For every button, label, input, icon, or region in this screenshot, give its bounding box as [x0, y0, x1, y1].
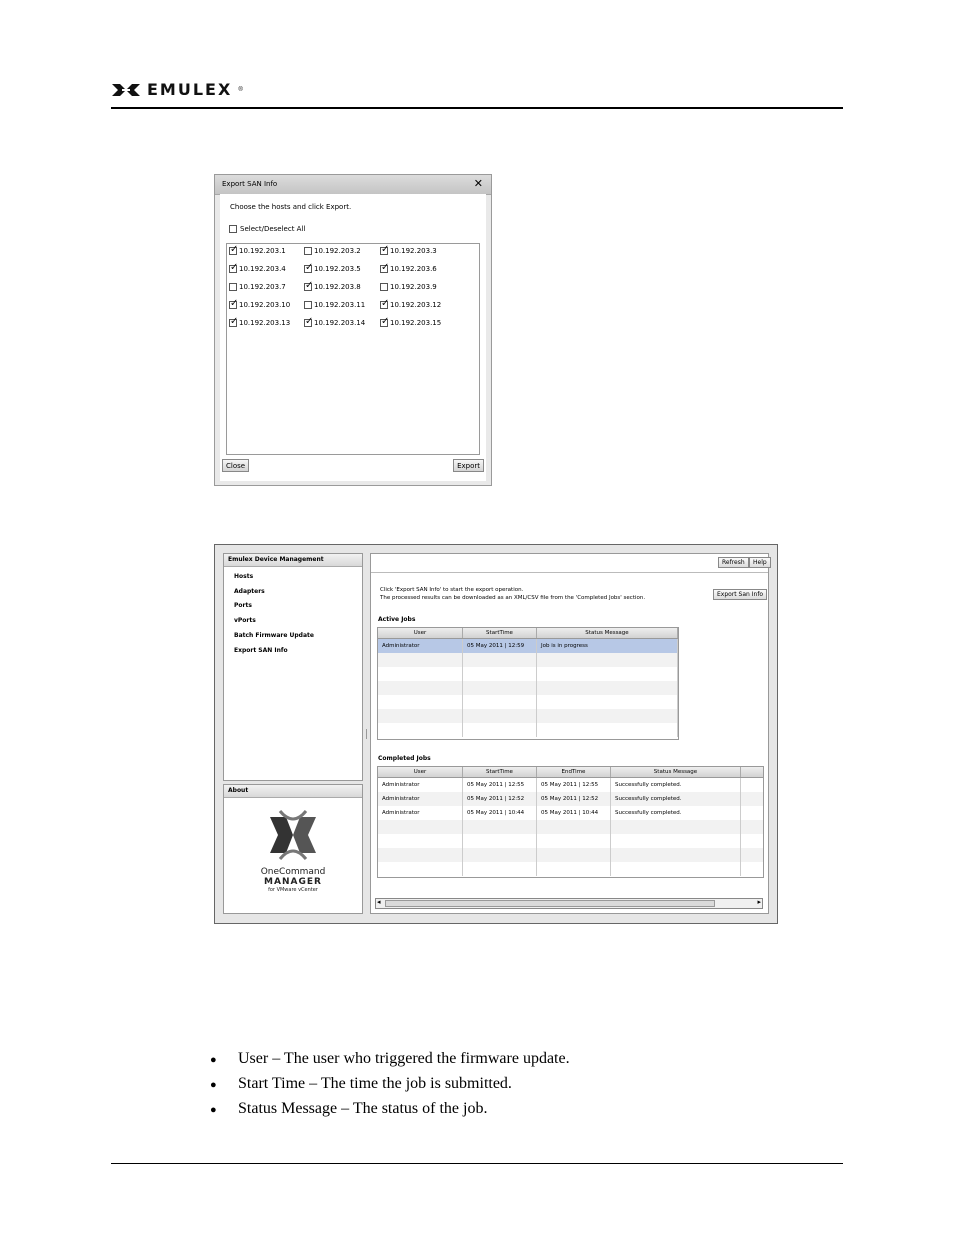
active-jobs-table [377, 627, 679, 740]
vcenter-text: for VMware vCenter [268, 887, 318, 893]
table-cell [537, 848, 611, 862]
table-cell [611, 834, 741, 848]
table-cell [463, 820, 537, 834]
dialog-instruction: Choose the hosts and click Export. [230, 203, 352, 211]
table-cell: Administrator [378, 792, 463, 806]
checkbox-icon[interactable] [229, 283, 237, 291]
host-checkbox[interactable] [380, 300, 456, 310]
checkbox-icon[interactable] [304, 283, 312, 291]
dialog-titlebar [215, 175, 491, 195]
host-checkbox[interactable] [380, 282, 456, 292]
column-header[interactable]: StartTime [463, 767, 537, 777]
host-ip-label: 10.192.203.4 [239, 265, 286, 273]
close-button[interactable]: Close [222, 459, 249, 472]
column-header[interactable]: StartTime [463, 628, 537, 638]
scroll-thumb[interactable] [385, 900, 715, 907]
checkbox-icon[interactable] [229, 225, 237, 233]
table-cell [463, 723, 537, 737]
export-san-info-dialog [214, 174, 492, 486]
table-cell [537, 820, 611, 834]
table-cell: Administrator [378, 806, 463, 820]
host-ip-label: 10.192.203.2 [314, 247, 361, 255]
host-checkbox[interactable] [229, 300, 304, 310]
dialog-body [220, 194, 486, 481]
table-cell: Successfully completed. [611, 806, 741, 820]
select-all-label: Select/Deselect All [240, 225, 306, 233]
host-checkbox[interactable] [380, 318, 456, 328]
checkbox-icon[interactable] [380, 247, 388, 255]
horizontal-scrollbar[interactable] [375, 898, 763, 909]
column-header[interactable]: User [378, 767, 463, 777]
host-checkbox[interactable] [229, 282, 304, 292]
table-cell [463, 709, 537, 723]
table-cell [463, 834, 537, 848]
checkbox-icon[interactable] [380, 319, 388, 327]
checkbox-icon[interactable] [229, 265, 237, 273]
host-checkbox[interactable] [229, 264, 304, 274]
table-cell: Successfully completed. [611, 778, 741, 792]
table-cell [378, 695, 463, 709]
list-item: ● Status Message – The status of the job. [210, 1100, 488, 1117]
nav-item-batch-firmware-update[interactable]: Batch Firmware Update [234, 632, 314, 639]
header-rule [111, 107, 843, 109]
checkbox-icon[interactable] [304, 301, 312, 309]
table-row[interactable] [378, 792, 763, 806]
table-cell: Administrator [378, 778, 463, 792]
table-cell: 05 May 2011 | 12:55 [463, 778, 537, 792]
host-ip-label: 10.192.203.6 [390, 265, 437, 273]
host-ip-label: 10.192.203.12 [390, 301, 442, 309]
host-ip-label: 10.192.203.7 [239, 283, 286, 291]
table-row[interactable] [378, 639, 678, 653]
table-cell [463, 862, 537, 876]
host-checkbox[interactable] [380, 246, 456, 256]
nav-panel-title: Emulex Device Management [224, 554, 362, 567]
main-content [370, 553, 769, 914]
column-header[interactable]: EndTime [537, 767, 611, 777]
table-cell [463, 667, 537, 681]
table-cell: 05 May 2011 | 10:44 [537, 806, 611, 820]
bullet-icon: ● [210, 1054, 217, 1066]
column-header[interactable]: Status Message [611, 767, 741, 777]
about-panel-title: About [224, 785, 362, 798]
host-checkbox[interactable] [380, 264, 456, 274]
footer-rule [111, 1163, 843, 1164]
host-checkbox[interactable] [229, 246, 304, 256]
table-cell [463, 848, 537, 862]
table-row [378, 681, 678, 695]
checkbox-icon[interactable] [380, 265, 388, 273]
table-cell: Successfully completed. [611, 792, 741, 806]
export-button[interactable]: Export [453, 459, 484, 472]
host-ip-label: 10.192.203.11 [314, 301, 366, 309]
table-cell [537, 709, 678, 723]
table-cell: 05 May 2011 | 12:52 [463, 792, 537, 806]
table-cell [378, 820, 463, 834]
table-cell [611, 862, 741, 876]
host-checkbox[interactable] [304, 264, 380, 274]
table-cell: 05 May 2011 | 12:52 [537, 792, 611, 806]
table-cell: Job is in progress [537, 639, 678, 653]
export-san-info-button[interactable]: Export San Info [713, 589, 767, 600]
table-row [378, 667, 678, 681]
table-row [378, 695, 678, 709]
emulex-mark-icon [111, 82, 141, 98]
host-checkbox[interactable] [304, 300, 380, 310]
table-cell [378, 653, 463, 667]
table-cell [537, 723, 678, 737]
host-ip-label: 10.192.203.15 [390, 319, 442, 327]
table-cell [378, 681, 463, 695]
host-ip-label: 10.192.203.1 [239, 247, 286, 255]
table-row [378, 653, 678, 667]
table-row [378, 862, 763, 876]
table-cell [537, 834, 611, 848]
column-header[interactable]: User [378, 628, 463, 638]
table-row [378, 723, 678, 737]
refresh-button[interactable]: Refresh [718, 557, 749, 568]
table-cell: Administrator [378, 639, 463, 653]
table-cell [537, 681, 678, 695]
table-row[interactable] [378, 778, 763, 792]
column-header[interactable]: Status Message [537, 628, 678, 638]
table-header-row [378, 628, 678, 639]
active-jobs-label: Active Jobs [378, 616, 416, 623]
table-cell [537, 695, 678, 709]
logo-text: EMULEX [147, 80, 233, 99]
table-row [378, 834, 763, 848]
table-row [378, 820, 763, 834]
host-grid [229, 246, 456, 328]
nav-panel [223, 553, 363, 781]
emulex-logo: EMULEX ® [111, 80, 243, 99]
table-cell [611, 820, 741, 834]
help-button[interactable]: Help [749, 557, 771, 568]
table-cell [378, 862, 463, 876]
table-cell [463, 695, 537, 709]
checkbox-icon[interactable] [229, 247, 237, 255]
close-icon[interactable]: ✕ [473, 177, 483, 190]
host-checkbox[interactable] [304, 282, 380, 292]
about-panel [223, 784, 363, 914]
nav-item-adapters[interactable]: Adapters [234, 588, 265, 595]
scroll-right-icon[interactable]: ▸ [757, 899, 761, 906]
host-list [226, 243, 480, 455]
table-cell [611, 848, 741, 862]
list-item: ● User – The user who triggered the firmware update. [210, 1050, 570, 1067]
bullet-list [210, 1050, 570, 1125]
checkbox-icon[interactable] [304, 265, 312, 273]
nav-item-export-san-info[interactable]: Export SAN Info [234, 647, 288, 654]
info-text-1: Click 'Export SAN Info' to start the export operation. [380, 587, 524, 593]
scroll-left-icon[interactable]: ◂ [377, 899, 381, 906]
table-cell [537, 862, 611, 876]
table-row[interactable] [378, 806, 763, 820]
table-cell [378, 834, 463, 848]
table-row [378, 848, 763, 862]
table-row [378, 709, 678, 723]
checkbox-icon[interactable] [304, 319, 312, 327]
host-ip-label: 10.192.203.10 [239, 301, 291, 309]
export-san-info-screen [214, 544, 778, 924]
table-cell [537, 653, 678, 667]
host-ip-label: 10.192.203.8 [314, 283, 361, 291]
table-header-row [378, 767, 763, 778]
host-ip-label: 10.192.203.13 [239, 319, 291, 327]
host-ip-label: 10.192.203.9 [390, 283, 437, 291]
bullet-icon: ● [210, 1079, 217, 1091]
nav-item-ports[interactable]: Ports [234, 602, 252, 609]
table-cell: 05 May 2011 | 12:55 [537, 778, 611, 792]
nav-item-vports[interactable]: vPorts [234, 617, 256, 624]
host-ip-label: 10.192.203.14 [314, 319, 366, 327]
checkbox-icon[interactable] [229, 301, 237, 309]
completed-jobs-table [377, 766, 764, 878]
table-cell: 05 May 2011 | 10:44 [463, 806, 537, 820]
table-cell [378, 848, 463, 862]
table-cell [378, 723, 463, 737]
manager-text: MANAGER [264, 877, 322, 887]
checkbox-icon[interactable] [380, 301, 388, 309]
onecommand-text: OneCommand [260, 867, 326, 877]
table-cell [378, 667, 463, 681]
host-ip-label: 10.192.203.5 [314, 265, 361, 273]
list-item: ● Start Time – The time the job is submitted. [210, 1075, 512, 1092]
host-checkbox[interactable] [304, 318, 380, 328]
dialog-title: Export SAN Info [222, 180, 278, 188]
checkbox-icon[interactable] [304, 247, 312, 255]
completed-jobs-label: Completed Jobs [378, 755, 431, 762]
host-ip-label: 10.192.203.3 [390, 247, 437, 255]
table-cell [463, 653, 537, 667]
select-all-checkbox[interactable] [229, 225, 305, 233]
table-cell [537, 667, 678, 681]
checkbox-icon[interactable] [380, 283, 388, 291]
table-cell [463, 681, 537, 695]
host-checkbox[interactable] [229, 318, 304, 328]
table-cell [378, 709, 463, 723]
checkbox-icon[interactable] [229, 319, 237, 327]
table-cell: 05 May 2011 | 12:59 [463, 639, 537, 653]
info-text-2: The processed results can be downloaded as an XML/CSV file from the 'Completed Jobs' section. [380, 595, 646, 601]
nav-item-hosts[interactable]: Hosts [234, 573, 254, 580]
onecommand-logo [224, 809, 362, 893]
bullet-icon: ● [210, 1104, 217, 1116]
onecommand-mark-icon [266, 809, 320, 861]
host-checkbox[interactable] [304, 246, 380, 256]
